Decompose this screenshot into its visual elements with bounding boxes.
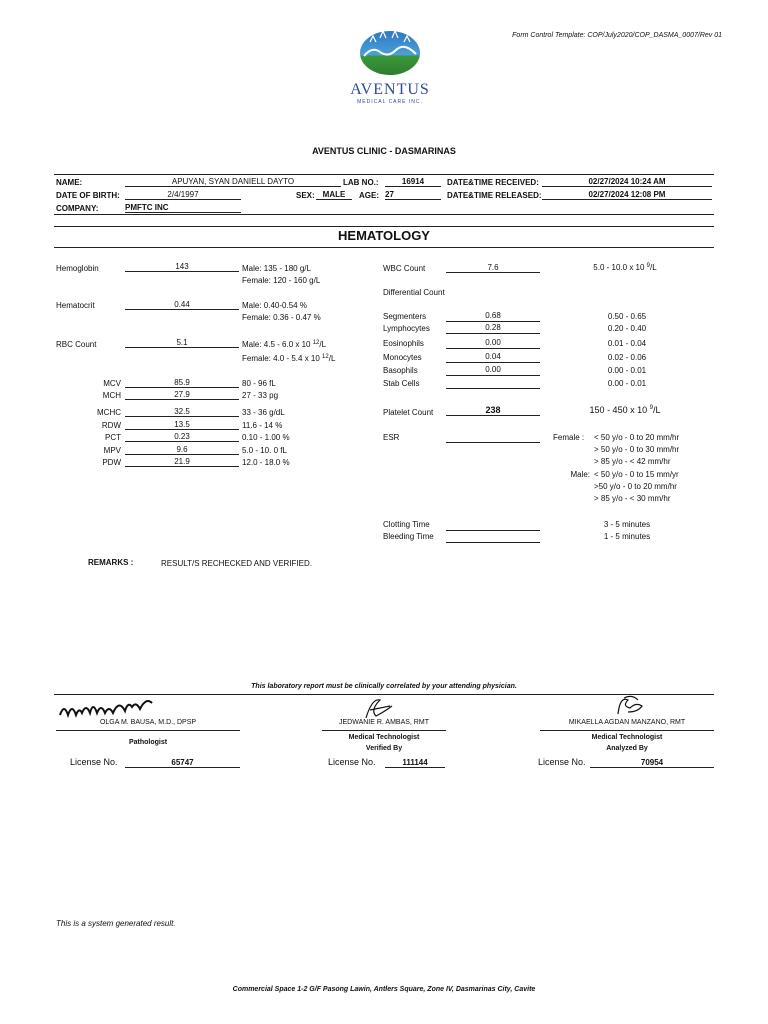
license-label: License No. — [328, 757, 376, 767]
pathologist-signature — [58, 697, 178, 721]
section-title: HEMATOLOGY — [338, 228, 430, 243]
index-ref: 33 - 36 g/dL — [242, 408, 285, 417]
hemoglobin-value: 143 — [125, 262, 239, 272]
wbc-ref: 5.0 - 10.0 x 10 $^9$/L — [593, 263, 657, 272]
index-value: 32.5 — [125, 407, 239, 417]
clotting-value — [446, 520, 540, 531]
form-control-code: Form Control Template: COP/July2020/COP_DASMA_0007/Rev 01 — [512, 32, 722, 39]
index-value: 85.9 — [125, 378, 239, 388]
name-label: NAME: — [56, 178, 83, 187]
index-label: MCHC — [97, 408, 121, 417]
released-value: 02/27/2024 12:08 PM — [542, 190, 712, 200]
esr-male-range: > 85 y/o - < 30 mm/hr — [594, 494, 671, 503]
wbc-label: WBC Count — [383, 264, 426, 273]
age-value: 27 — [385, 190, 441, 200]
logo-subtitle: MEDICAL CARE INC. — [357, 99, 423, 105]
analyst-signature — [610, 694, 650, 720]
license-number: 70954 — [590, 758, 714, 768]
esr-male-range: < 50 y/o - 0 to 15 mm/yr — [594, 470, 679, 479]
released-label: DATE&TIME RELEASED: — [447, 191, 542, 200]
license-number: 65747 — [125, 758, 240, 768]
esr-label: ESR — [383, 433, 400, 442]
company-label: COMPANY: — [56, 204, 99, 213]
globe-logo-icon — [350, 28, 430, 78]
signatory-role: Analyzed By — [606, 745, 648, 752]
esr-female-range: > 50 y/o - 0 to 30 mm/hr — [594, 445, 680, 454]
license-label: License No. — [70, 757, 118, 767]
lab-no-value: 16914 — [385, 177, 441, 187]
index-ref: 80 - 96 fL — [242, 379, 276, 388]
index-value: 9.6 — [125, 445, 239, 455]
system-note: This is a system generated result. — [56, 919, 176, 928]
index-ref: 12.0 - 18.0 % — [242, 458, 290, 467]
hematocrit-ref-male: Male: 0.40-0.54 % — [242, 301, 307, 310]
hemoglobin-ref-female: Female: 120 - 160 g/L — [242, 276, 321, 285]
index-value: 0.23 — [125, 432, 239, 442]
platelet-label: Platelet Count — [383, 408, 434, 417]
clinic-title: AVENTUS CLINIC - DASMARINAS — [312, 146, 456, 156]
differential-ref: 0.00 - 0.01 — [607, 366, 647, 375]
rbc-ref-female: Female: 4.0 - 5.4 x 10 $^{12}$/L — [242, 354, 336, 363]
clotting-label: Clotting Time — [383, 520, 430, 529]
differential-value — [446, 378, 540, 389]
index-value: 21.9 — [125, 457, 239, 467]
logo-name: AVENTUS — [350, 81, 430, 98]
differential-ref: 0.00 - 0.01 — [607, 379, 647, 388]
esr-male-label: Male: — [570, 470, 590, 479]
age-label: AGE: — [359, 191, 379, 200]
hematocrit-ref-female: Female: 0.36 - 0.47 % — [242, 313, 321, 322]
esr-female-range: > 85 y/o - < 42 mm/hr — [594, 457, 671, 466]
hemoglobin-ref-male: Male: 135 - 180 g/L — [242, 264, 311, 273]
company-value: PMFTC INC — [125, 203, 241, 213]
clotting-ref: 3 - 5 minutes — [603, 520, 651, 529]
bleeding-label: Bleeding Time — [383, 532, 434, 541]
differential-value: 0.68 — [446, 311, 540, 322]
signatory-name: JEDWANIE R. AMBAS, RMT — [339, 719, 429, 726]
differential-ref: 0.02 - 0.06 — [607, 353, 647, 362]
aventus-logo — [350, 28, 430, 105]
differential-value: 0.04 — [446, 352, 540, 363]
index-ref: 0.10 - 1.00 % — [242, 433, 290, 442]
esr-female-label: Female : — [553, 433, 585, 442]
sex-label: SEX: — [296, 191, 315, 200]
rbc-ref-male: Male: 4.5 - 6.0 x 10 $^{12}$/L — [242, 340, 327, 349]
index-label: PDW — [102, 458, 121, 467]
wbc-value: 7.6 — [446, 263, 540, 273]
lab-no-label: LAB NO.: — [343, 178, 379, 187]
rbc-value: 5.1 — [125, 338, 239, 348]
differential-label: Eosinophils — [383, 339, 424, 348]
differential-label: Differential Count — [383, 288, 445, 297]
differential-label: Basophils — [383, 366, 418, 375]
esr-female-range: < 50 y/o - 0 to 20 mm/hr — [594, 433, 680, 442]
differential-label: Segmenters — [383, 312, 427, 321]
received-value: 02/27/2024 10:24 AM — [542, 177, 712, 187]
signatory-role: Verified By — [365, 745, 403, 752]
signatory-title: Pathologist — [128, 739, 168, 746]
signatory-title: Medical Technologist — [348, 734, 420, 741]
bleeding-ref: 1 - 5 minutes — [603, 532, 651, 541]
index-ref: 11.6 - 14 % — [242, 421, 283, 430]
differential-ref: 0.20 - 0.40 — [607, 324, 647, 333]
differential-label: Lymphocytes — [383, 324, 430, 333]
platelet-ref: 150 - 450 x 10 $^9$/L — [589, 405, 661, 415]
index-label: MCV — [103, 379, 121, 388]
hematocrit-label: Hematocrit — [56, 301, 95, 310]
index-label: MPV — [103, 446, 121, 455]
index-label: MCH — [102, 391, 121, 400]
license-number: 111144 — [385, 758, 445, 768]
index-ref: 27 - 33 pg — [242, 391, 279, 400]
signatory-name: MIKAELLA AGDAN MANZANO, RMT — [568, 719, 686, 726]
differential-label: Stab Cells — [383, 379, 420, 388]
differential-label: Monocytes — [383, 353, 422, 362]
index-label: PCT — [105, 433, 121, 442]
sex-value: MALE — [316, 190, 352, 200]
footer-address: Commercial Space 1-2 G/F Pasong Lawin, Antlers Square, Zone IV, Dasmarinas City, Cavite — [232, 986, 536, 993]
esr-value — [446, 432, 540, 443]
dob-value: 2/4/1997 — [125, 190, 241, 200]
dob-label: DATE OF BIRTH: — [56, 191, 120, 200]
bleeding-value — [446, 532, 540, 543]
differential-value: 0.00 — [446, 338, 540, 349]
signatory-title: Medical Technologist — [591, 734, 663, 741]
index-label: RDW — [101, 421, 121, 430]
remarks-text: RESULT/S RECHECKED AND VERIFIED. — [161, 559, 312, 568]
index-value: 27.9 — [125, 390, 239, 400]
index-value: 13.5 — [125, 420, 239, 430]
differential-ref: 0.01 - 0.04 — [607, 339, 647, 348]
differential-ref: 0.50 - 0.65 — [607, 312, 647, 321]
rbc-label: RBC Count — [56, 340, 97, 349]
platelet-value: 238 — [446, 405, 540, 416]
hematocrit-value: 0.44 — [125, 300, 239, 310]
license-label: License No. — [538, 757, 586, 767]
patient-name: APUYAN, SYAN DANIELL DAYTO — [125, 177, 341, 187]
remarks-label: REMARKS : — [88, 558, 134, 567]
index-ref: 5.0 - 10. 0 fL — [242, 446, 287, 455]
hemoglobin-label: Hemoglobin — [56, 264, 99, 273]
signatory-name: OLGA M. BAUSA, M.D., DPSP — [99, 719, 197, 726]
differential-value: 0.00 — [446, 365, 540, 376]
esr-male-range: >50 y/o - 0 to 20 mm/hr — [594, 482, 677, 491]
disclaimer: This laboratory report must be clinically correlated by your attending physician. — [251, 683, 517, 690]
received-label: DATE&TIME RECEIVED: — [447, 178, 539, 187]
differential-value: 0.28 — [446, 323, 540, 334]
